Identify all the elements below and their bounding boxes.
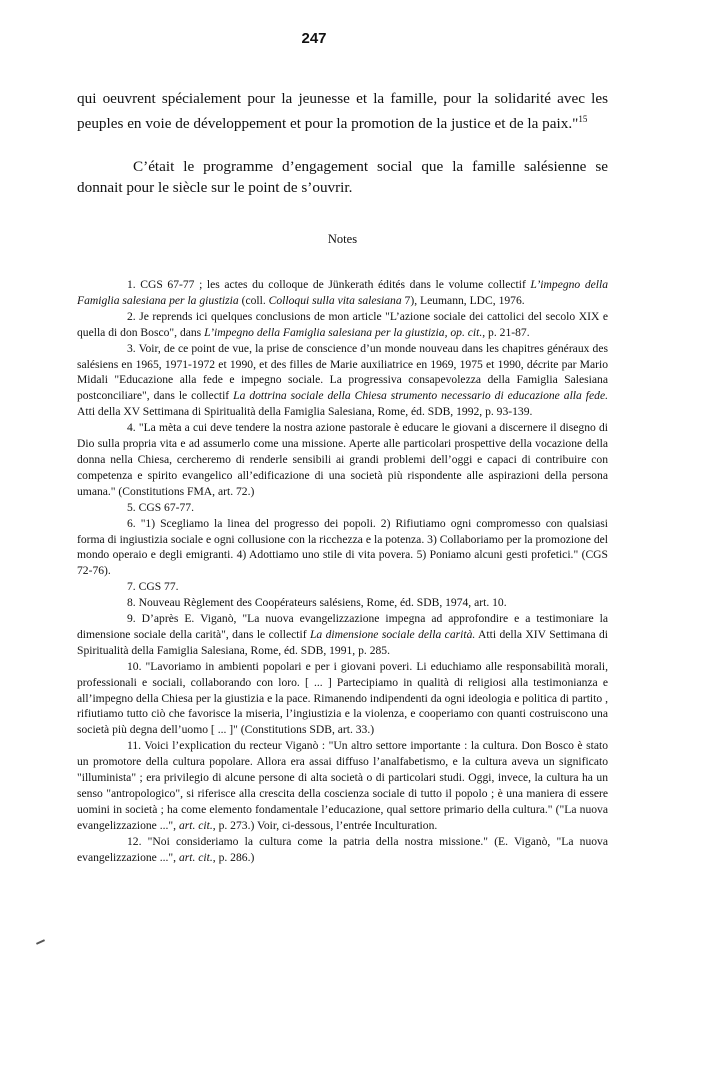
note-2-text: 2. Je reprends ici quelques conclusions de mon article "L’azione sociale dei cattolici del secolo XIX e quella di don Bosco", dans xyxy=(77,309,608,339)
note-5: 5. CGS 67-77. xyxy=(127,500,194,514)
note-4: 4. "La mèta a cui deve tendere la nostra azione pastorale è educare le giovani a discernere il disegno di Dio sulla propria vita e ad assumerlo come una missione. Aperte alle particolari prospettive della vocazione della donna nella Chiesa, cercheremo di renderle sensibili ai grandi problemi dell’oggi e capaci di contribuire con competenza e spirito evangelico all’edificazione di una società più rispondente alle aspirazioni della persona umana." (Constitutions FMA, art. 72.) xyxy=(77,421,608,498)
note-11-text: 11. Voici l’explication du recteur Viganò : "Un altro settore importante : la cultura. Don Bosco è stato un promotore della cultura popolare. Allora era assai diffuso l’analfabetismo, e la cultura aveva un significato "illuminista" ; era privilegio di alcune persone di alta società o di particolari studi. Oggi, invece, la cultura ha un senso "antropologico", si riferisce alla crescita della coscienza sociale di tutto il popolo ; è una maniera di essere uomini in società ; ha come elemento fondamentale l’educazione, qual settore primario della cultura." ("La nuova evangelizzazione ...", xyxy=(77,739,608,832)
note-1-text-3: 7), Leumann, LDC, 1976. xyxy=(401,293,525,307)
note-8: 8. Nouveau Règlement des Coopérateurs salésiens, Rome, éd. SDB, 1974, art. 10. xyxy=(127,596,507,610)
paragraph-2-text: C’était le programme d’engagement social que la famille salésienne se donnait pour le siècle sur le point de s’ouvrir. xyxy=(77,158,608,196)
note-11-text-2: , p. 273.) Voir, ci-dessous, l’entrée Inculturation. xyxy=(212,818,438,832)
note-1-text: 1. CGS 67-77 ; les actes du colloque de Jünkerath édités dans le volume collectif xyxy=(127,278,531,291)
note-3-text: 3. Voir, de ce point de vue, la prise de conscience d’un monde nouveau dans les chapitres généraux des salésiens en 1965, 1971-1972 et 1990, et des filles de Marie auxiliatrice en 1969, 1975 et 1990, décrite par Mario Midali "Educazione alla fede e impegno sociale. La progressiva consapevolezza della Famiglia Salesiana postconciliare", dans le collectif xyxy=(77,341,608,403)
note-12-text-2: , p. 286.) xyxy=(212,850,255,864)
note-3-title: La dottrina sociale della Chiesa strumento necessario di educazione alla fede. xyxy=(233,389,608,403)
margin-pen-mark xyxy=(36,939,45,945)
note-9-text-2: Atti della XIV Settimana di Spiritualità della Famiglia Salesiana, Rome, éd. SDB, 1991, p. 285. xyxy=(77,627,609,657)
footnote-ref-15: 15 xyxy=(578,114,588,124)
note-1-series: Colloqui sulla vita salesiana xyxy=(268,293,402,307)
note-1-text-2: (coll. xyxy=(238,293,269,307)
notes-heading: Notes xyxy=(327,232,358,246)
note-2 xyxy=(77,309,608,341)
paragraph-1-text: qui oeuvrent spécialement pour la jeunesse et la famille, pour la solidarité avec les peuples en voie de développement et pour la promotion de la justice et de la paix." xyxy=(77,90,608,133)
note-9-title: La dimensione sociale della carità. xyxy=(309,627,476,641)
note-12 xyxy=(77,834,608,866)
note-2-text-2: , p. 21-87. xyxy=(482,325,530,339)
note-3-text-2: Atti della XV Settimana di Spiritualità della Famiglia Salesiana, Rome, éd. SDB, 1992, p. 93-139. xyxy=(77,405,533,419)
note-10: 10. "Lavoriamo in ambienti popolari e per i giovani poveri. Li educhiamo alle responsabilità morali, professionali e sociali, collaborando con loro. [ ... ] Partecipiamo in qualità di religiosi alla testimonianza e all’impegno della Chiesa per la giustizia e la pace. Rimanendo indipendenti da ogni ideologia e politica di partito , rifiutiamo tutto ciò che favorisce la miseria, l’ingiustizia e la violenza, e cooperiamo con quanti costruiscono una società più degna dell’uomo [ ... ]" (Constitutions SDB, art. 33.) xyxy=(77,659,608,737)
note-3 xyxy=(77,341,608,421)
note-2-title: L’impegno della Famiglia salesiana per la giustizia, op. cit. xyxy=(204,325,483,339)
notes-list xyxy=(77,277,608,866)
note-1 xyxy=(77,277,608,309)
body-paragraph-1 xyxy=(77,88,608,134)
note-1-title: L’impegno della Famiglia salesiana per la giustizia xyxy=(77,278,609,307)
note-11-ref: art. cit. xyxy=(178,818,213,832)
body-paragraph-2 xyxy=(77,156,608,198)
page-number: 247 xyxy=(301,30,327,47)
note-11 xyxy=(77,738,608,833)
note-6: 6. "1) Scegliamo la linea del progresso dei popoli. 2) Rifiutiamo ogni compromesso con qualsiasi forma di ingiustizia sociale e ogni collusione con la ricchezza e la potenza. 3) Collaboriamo per la promozione del mondo operaio e degli emigranti. 4) Adottiamo uno stile di vita povera. 5) Poniamo alcuni gesti profetici." (CGS 72-76). xyxy=(77,516,608,578)
note-7: 7. CGS 77. xyxy=(127,580,179,594)
note-9-text: 9. D’après E. Viganò, "La nuova evangelizzazione impegna ad approfondire e a testimoniare la dimensione sociale della carità", dans le collectif xyxy=(77,612,608,641)
note-9 xyxy=(77,611,608,659)
note-12-ref: art. cit. xyxy=(178,850,213,864)
note-12-text: 12. "Noi consideriamo la cultura come la patria della nostra missione." (E. Viganò, "La nuova evangelizzazione ...", xyxy=(77,834,608,864)
